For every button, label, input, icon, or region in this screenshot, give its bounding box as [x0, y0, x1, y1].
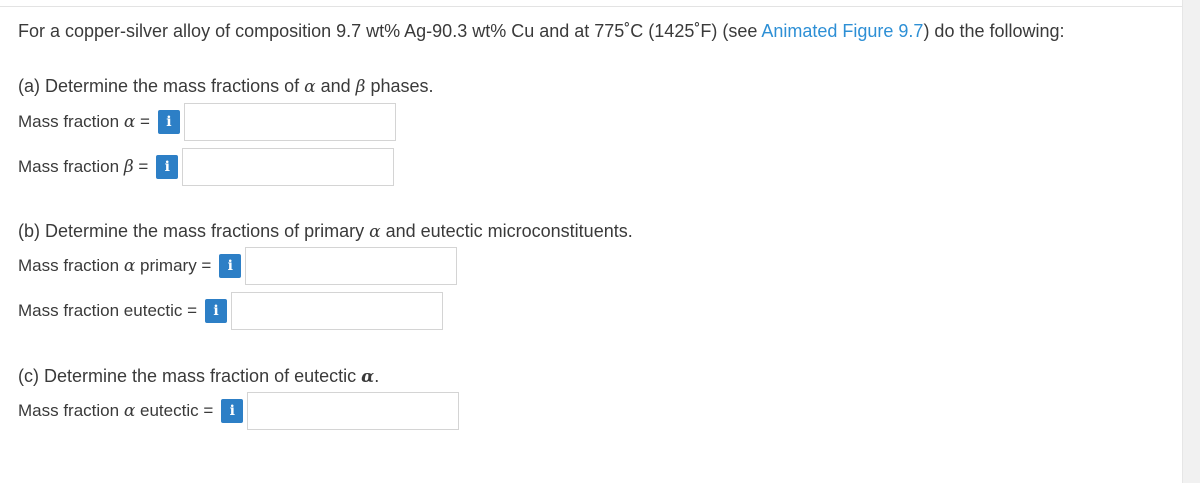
info-icon[interactable]: i: [221, 399, 243, 423]
label-text: Mass fraction: [18, 401, 124, 420]
mass-fraction-alpha-eutectic-input[interactable]: [247, 392, 459, 430]
alpha-symbol: α: [123, 401, 136, 421]
alpha-symbol: α: [369, 222, 381, 242]
animated-figure-link[interactable]: Animated Figure 9.7: [761, 21, 924, 41]
part-c-heading-end: .: [374, 366, 380, 386]
mass-fraction-alpha-eutectic-label: [18, 401, 213, 421]
mass-fraction-alpha-label: [18, 112, 150, 132]
part-a-heading: [18, 76, 434, 97]
part-c-heading: [18, 366, 379, 387]
alpha-symbol: α: [361, 367, 375, 387]
equals-sign: =: [135, 112, 150, 131]
label-text: Mass fraction: [18, 256, 124, 275]
prompt-text-end: ) do the following:: [923, 21, 1065, 41]
alpha-symbol: α: [304, 77, 316, 97]
label-suffix: primary =: [135, 256, 212, 275]
beta-symbol: β: [123, 157, 134, 177]
top-divider: [0, 6, 1182, 7]
part-b-heading: [18, 221, 633, 242]
part-a-heading-and: and: [315, 76, 356, 96]
alpha-symbol: α: [123, 256, 136, 276]
info-icon[interactable]: i: [219, 254, 241, 278]
mass-fraction-alpha-primary-input[interactable]: [245, 247, 457, 285]
mass-fraction-alpha-input[interactable]: [184, 103, 396, 141]
part-a-heading-text: (a) Determine the mass fractions of: [18, 76, 305, 96]
part-b-heading-text: (b) Determine the mass fractions of primary: [18, 221, 370, 241]
part-a-heading-end: phases.: [365, 76, 434, 96]
part-b-heading-end: and eutectic microconstituents.: [380, 221, 633, 241]
prompt-text: For a copper-silver alloy of composition 9.7 wt% Ag-90.3 wt% Cu and at 775˚C (1425˚F) (see: [18, 21, 762, 41]
mass-fraction-beta-label: [18, 157, 148, 177]
label-text: Mass fraction: [18, 157, 124, 176]
mass-fraction-eutectic-row: [18, 292, 443, 330]
label-text: Mass fraction: [18, 112, 124, 131]
mass-fraction-beta-input[interactable]: [182, 148, 394, 186]
beta-symbol: β: [355, 77, 366, 97]
alpha-symbol: α: [123, 112, 136, 132]
mass-fraction-eutectic-label: Mass fraction eutectic =: [18, 301, 198, 320]
equals-sign: =: [133, 157, 149, 176]
problem-statement: [18, 21, 1065, 42]
mass-fraction-alpha-row: [18, 103, 396, 141]
mass-fraction-alpha-primary-row: [18, 247, 457, 285]
part-c-heading-text: (c) Determine the mass fraction of eutectic: [18, 366, 362, 386]
mass-fraction-eutectic-input[interactable]: [231, 292, 443, 330]
label-suffix: eutectic =: [135, 401, 214, 420]
scrollbar-track[interactable]: [1182, 0, 1200, 483]
info-icon[interactable]: i: [205, 299, 227, 323]
mass-fraction-beta-row: [18, 148, 394, 186]
mass-fraction-alpha-primary-label: [18, 256, 211, 276]
info-icon[interactable]: i: [158, 110, 180, 134]
info-icon[interactable]: i: [156, 155, 178, 179]
mass-fraction-alpha-eutectic-row: [18, 392, 459, 430]
